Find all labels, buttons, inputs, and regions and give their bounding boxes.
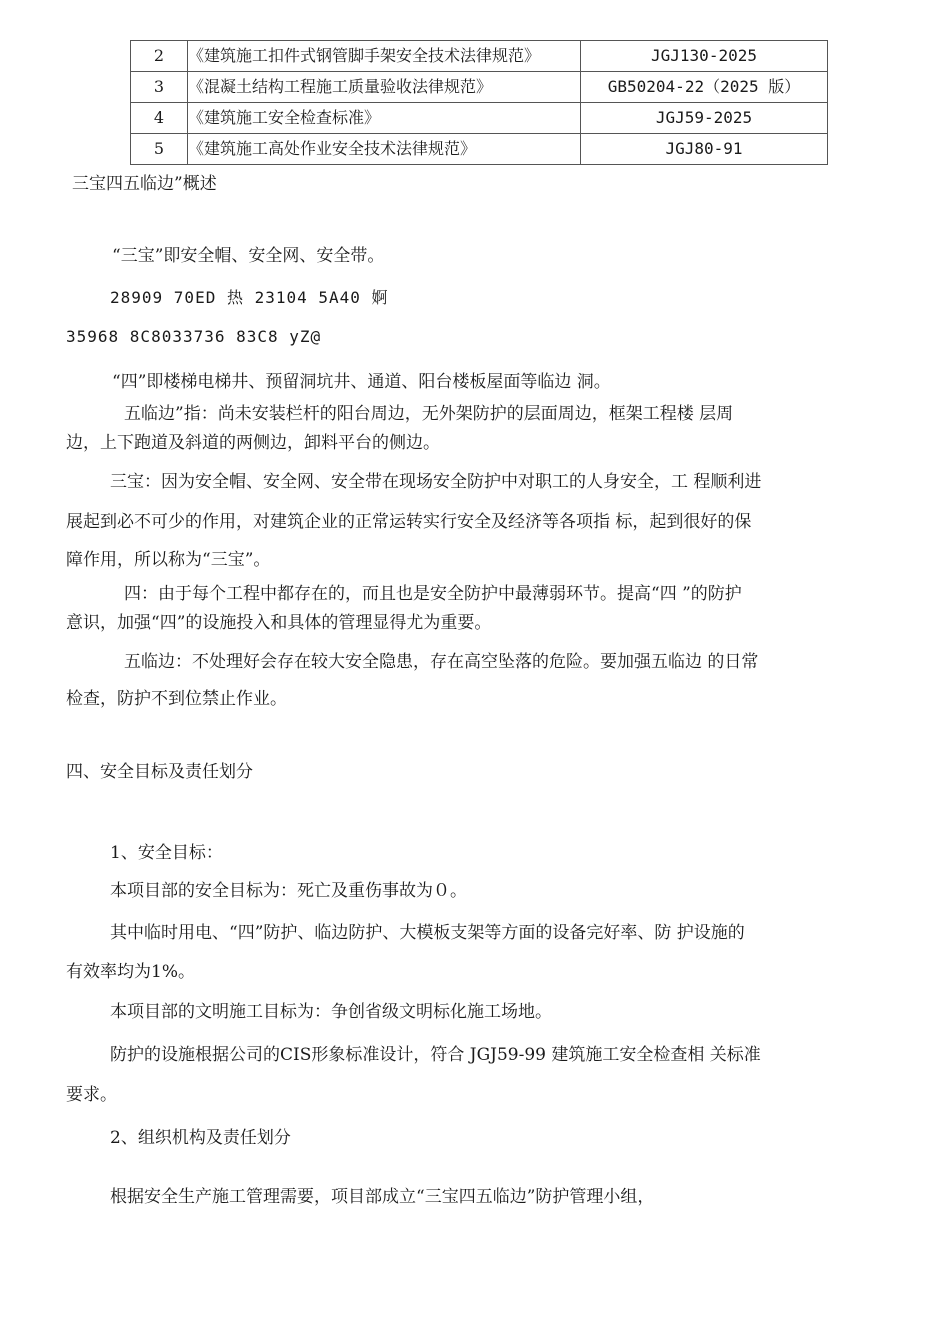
- goal-line-2b: 有效率均为1%。: [66, 962, 195, 982]
- standard-name: 《建筑施工安全检查标准》: [188, 103, 581, 134]
- standard-name: 《建筑施工高处作业安全技术法律规范》: [188, 134, 581, 165]
- row-number: 4: [131, 103, 188, 134]
- goal-line-4a: 防护的设施根据公司的CIS形象标准设计，符合 JGJ59-99 建筑施工安全检查相 关标准: [110, 1045, 761, 1065]
- section-title-overview: 三宝四五临边”概述: [72, 174, 217, 194]
- standard-name: 《混凝土结构工程施工质量验收法律规范》: [188, 72, 581, 103]
- row-number: 2: [131, 41, 188, 72]
- garbled-line-1: 28909 70ED 热 23104 5A40 婀: [110, 288, 389, 307]
- row-number: 5: [131, 134, 188, 165]
- garbled-line-2: 35968 8C8033736 83C8 yZ@: [66, 327, 322, 346]
- table-row: [131, 41, 828, 72]
- table-row: [131, 134, 828, 165]
- organization-paragraph: 根据安全生产施工管理需要，项目部成立“三宝四五临边”防护管理小组，: [110, 1187, 655, 1207]
- standard-name: 《建筑施工扣件式钢管脚手架安全技术法律规范》: [188, 41, 581, 72]
- goal-line-4b: 要求。: [66, 1085, 117, 1105]
- table-row: [131, 103, 828, 134]
- sanbao-definition: “三宝”即安全帽、安全网、安全带。: [112, 246, 385, 266]
- goal-line-2a: 其中临时用电、“四”防护、临边防护、大模板支架等方面的设备完好率、防 护设施的: [110, 923, 745, 943]
- standard-code: JGJ130-2025: [581, 41, 828, 72]
- subsection-title-organization: 2、组织机构及责任划分: [110, 1128, 291, 1148]
- wu-paragraph-line2: 检查，防护不到位禁止作业。: [66, 689, 287, 709]
- sanbao-paragraph-line1: 三宝：因为安全帽、安全网、安全带在现场安全防护中对职工的人身安全，工 程顺利进: [110, 472, 762, 492]
- standard-code: GB50204-22（2025 版）: [581, 72, 828, 103]
- section-title-safety-goals: 四、安全目标及责任划分: [66, 762, 253, 782]
- table-row: [131, 72, 828, 103]
- goal-line-1: 本项目部的安全目标为：死亡及重伤事故为０。: [110, 881, 467, 901]
- sanbao-paragraph-line2: 展起到必不可少的作用，对建筑企业的正常运转实行安全及经济等各项指 标，起到很好的保: [66, 512, 752, 532]
- subsection-title-goals: 1、安全目标：: [110, 843, 223, 863]
- si-definition: “四”即楼梯电梯井、预留洞坑井、通道、阳台楼板屋面等临边 洞。: [112, 372, 611, 392]
- standards-table: [130, 40, 828, 165]
- row-number: 3: [131, 72, 188, 103]
- goal-line-3: 本项目部的文明施工目标为：争创省级文明标化施工场地。: [110, 1002, 552, 1022]
- wulinbian-definition-line1: 五临边”指：尚未安装栏杆的阳台周边，无外架防护的层面周边，框架工程楼 层周: [124, 404, 734, 424]
- standard-code: JGJ59-2025: [581, 103, 828, 134]
- si-paragraph-line2: 意识，加强“四”的设施投入和具体的管理显得尤为重要。: [66, 613, 492, 633]
- standard-code: JGJ80-91: [581, 134, 828, 165]
- si-paragraph-line1: 四：由于每个工程中都存在的，而且也是安全防护中最薄弱环节。提高“四 ”的防护: [124, 584, 742, 604]
- wu-paragraph-line1: 五临边：不处理好会存在较大安全隐患，存在高空坠落的危险。要加强五临边 的日常: [124, 652, 759, 672]
- wulinbian-definition-line2: 边，上下跑道及斜道的两侧边，卸料平台的侧边。: [66, 433, 440, 453]
- sanbao-paragraph-line3: 障作用，所以称为“三宝”。: [66, 550, 271, 570]
